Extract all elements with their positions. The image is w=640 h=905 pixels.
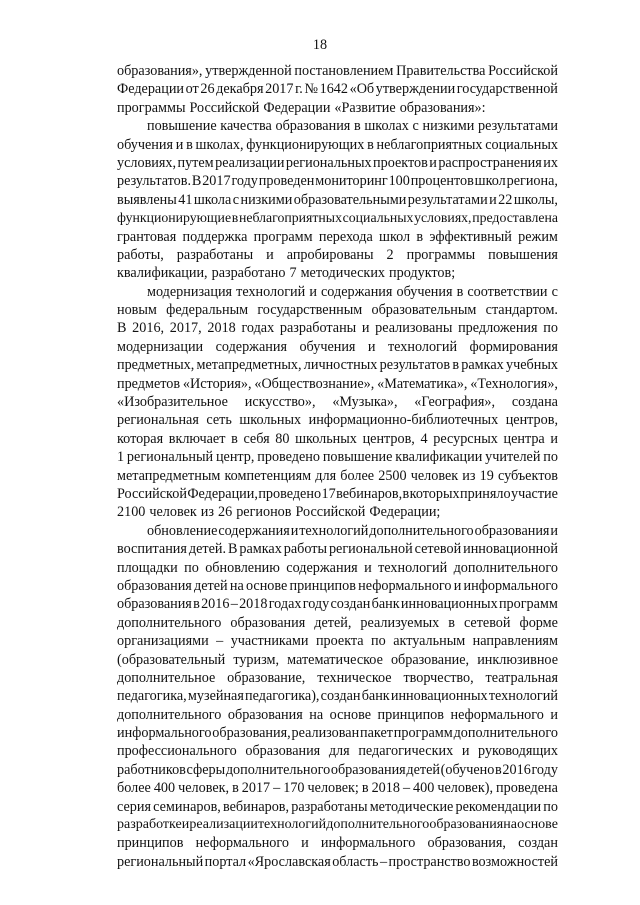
- text-line: метапредметным компетенциям для более 2500 человек из 19 субъектов: [117, 467, 558, 484]
- text-line: 1 региональный центр, проведено повышение квалификации учителей по: [117, 449, 558, 466]
- text-line: воспитания детей. В рамках работы региональной сетевой инновационной: [117, 541, 558, 558]
- text-line: дополнительное образование, техническое творчество, театральная: [117, 669, 558, 686]
- text-line: функционирующие в неблагоприятных социальных условиях, предоставлена: [117, 210, 558, 226]
- text-line: образования детей на основе принципов неформального и информального: [117, 577, 558, 594]
- text-line: организациями – участниками проекта по актуальным направлениям: [117, 633, 558, 650]
- text-line: профессионального образования для педагогических и руководящих: [117, 743, 558, 760]
- text-line: 2100 человек из 26 регионов Российской Федерации;: [117, 504, 441, 521]
- text-line: региональный портал «Ярославская область – пространство возможностей: [117, 853, 558, 870]
- text-line: В 2016, 2017, 2018 годах разработаны и реализованы предложения по: [117, 320, 558, 337]
- text-line: грантовая поддержка программ перехода школ в эффективный режим: [117, 228, 558, 245]
- page-number: 18: [312, 37, 328, 53]
- text-line: принципов неформального и информального образования, создан: [117, 835, 558, 852]
- text-line: более 400 человек, в 2017 – 170 человек; в 2018 – 400 человек), проведена: [117, 780, 558, 797]
- text-line: разработке и реализации технологий дополнительного образования на основе: [117, 817, 558, 833]
- text-line: Федерации от 26 декабря 2017 г. № 1642 «Об утверждении государственной: [117, 81, 558, 98]
- text-line: повышение качества образования в школах с низкими результатами: [147, 118, 558, 135]
- text-line: модернизации содержания обучения и технологий формирования: [117, 338, 558, 355]
- text-line: предметов «История», «Обществознание», «Математика», «Технология»,: [117, 375, 558, 392]
- text-line: образования в 2016 – 2018 годах году создан банк инновационных программ: [117, 596, 558, 613]
- text-line: условиях, путем реализации региональных проектов и распространения их: [117, 154, 558, 171]
- text-line: дополнительного образования детей, реализуемых в сетевой форме: [117, 614, 558, 631]
- text-line: результатов. В 2017 году проведен мониторинг 100 процентов школ региона,: [117, 173, 558, 190]
- text-line: работников сферы дополнительного образования детей (обучено в 2016 году: [117, 761, 558, 778]
- text-line: новым федеральным государственным образовательным стандартом.: [117, 302, 558, 319]
- text-line: серия семинаров, вебинаров, разработаны методические рекомендации по: [117, 798, 558, 815]
- text-line: (образовательный туризм, математическое образование, инклюзивное: [117, 651, 558, 668]
- text-line: выявлены 41 школа с низкими образовательными результатами и 22 школы,: [117, 191, 558, 208]
- text-line: площадки по обновлению содержания и технологий дополнительного: [117, 559, 558, 576]
- text-line: дополнительного образования на основе принципов неформального и: [117, 706, 558, 723]
- text-line: информального образования, реализован пакет программ дополнительного: [117, 725, 558, 742]
- text-line: модернизация технологий и содержания обучения в соответствии с: [147, 283, 558, 300]
- text-line: которая включает в себя 80 школьных центров, 4 ресурсных центра и: [117, 430, 558, 447]
- body-text: [117, 62, 558, 871]
- text-line: квалификации, разработано 7 методических продуктов;: [117, 265, 456, 282]
- text-line: программы Российской Федерации «Развитие образования»:: [117, 99, 486, 116]
- text-line: образования», утвержденной постановлением Правительства Российской: [117, 63, 558, 79]
- text-line: обучения и в школах, функционирующих в неблагоприятных социальных: [117, 136, 558, 153]
- text-line: работы, разработаны и апробированы 2 программы повышения: [117, 246, 558, 263]
- text-line: обновление содержания и технологий дополнительного образования и: [147, 522, 558, 539]
- text-line: «Изобразительное искусство», «Музыка», «География», создана: [117, 394, 558, 411]
- text-line: региональная сеть школьных информационно-библиотечных центров,: [117, 412, 558, 429]
- text-line: предметных, метапредметных, личностных результатов в рамках учебных: [117, 357, 558, 374]
- text-line: педагогика, музейная педагогика), создан банк инновационных технологий: [117, 688, 558, 705]
- text-line: Российской Федерации, проведено 17 вебинаров, в которых приняло участие: [117, 485, 558, 502]
